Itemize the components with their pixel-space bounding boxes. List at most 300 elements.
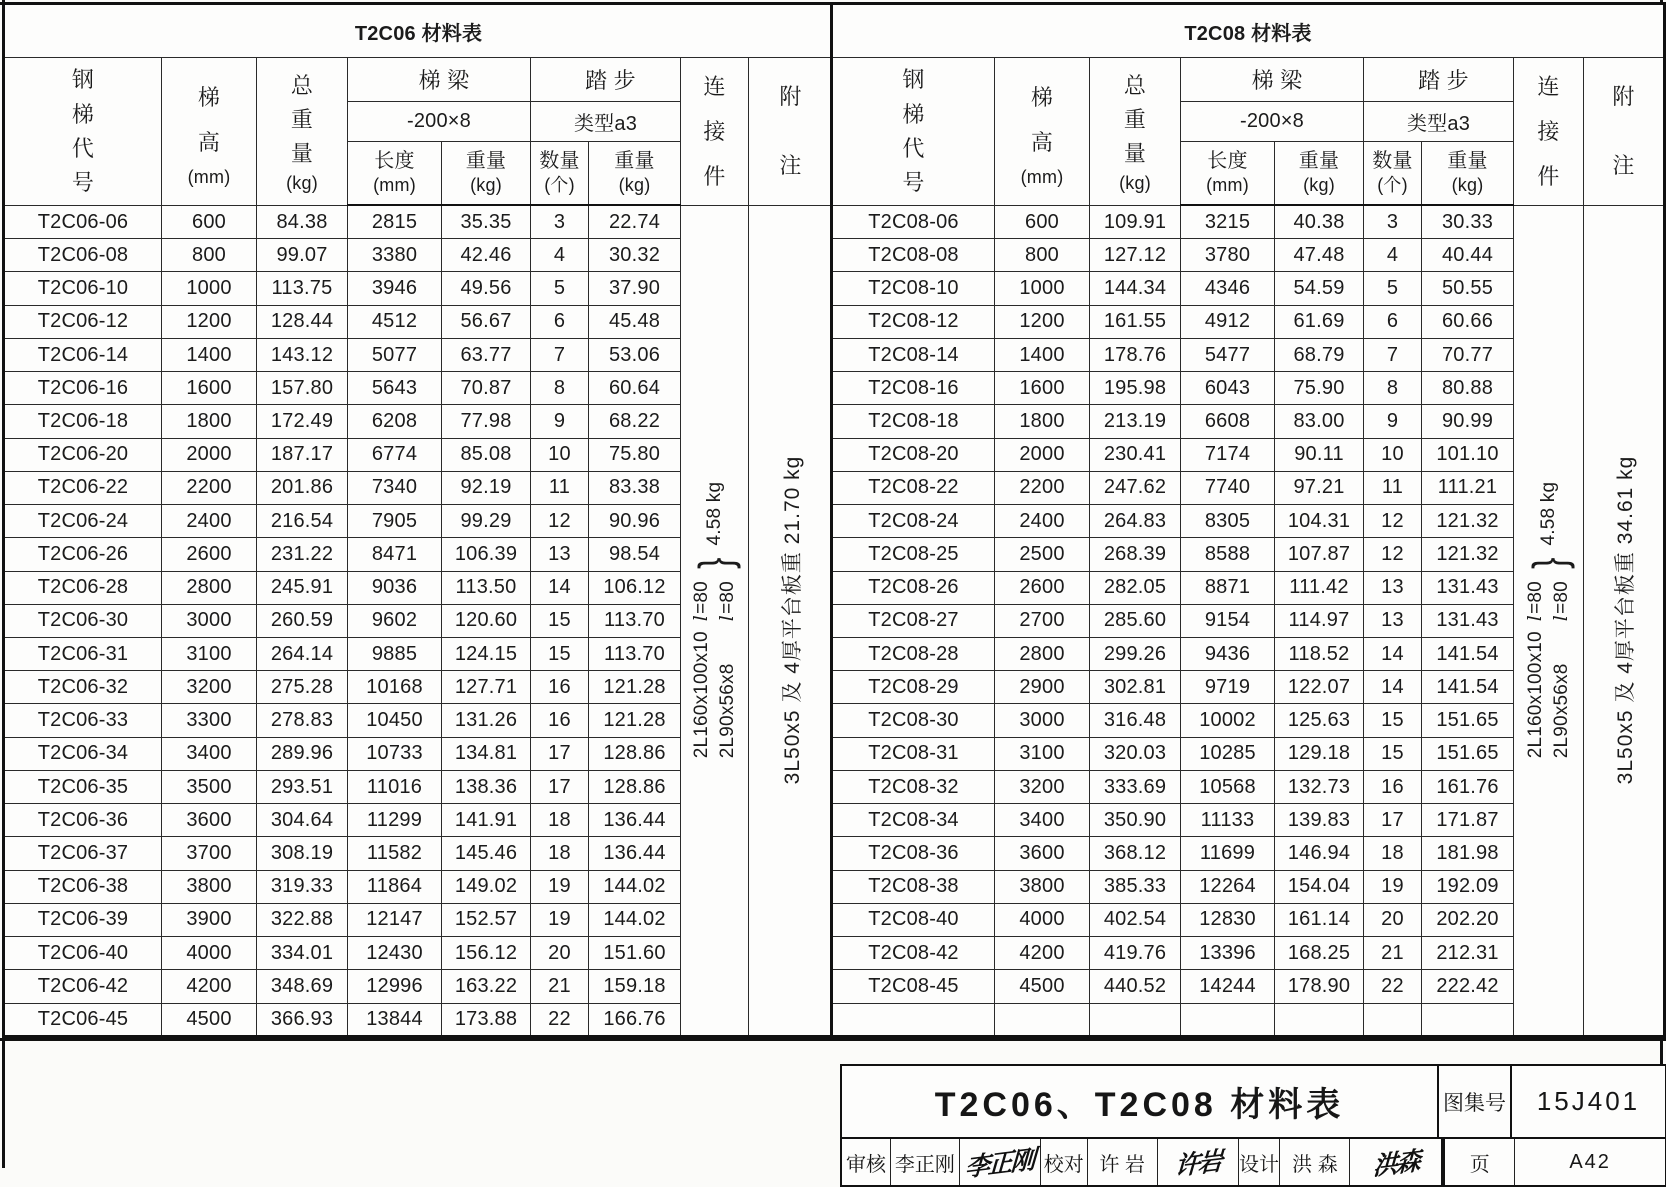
table-cell: 4500 — [995, 970, 1090, 1003]
header-length: 长度 (mm) — [348, 141, 442, 205]
table-cell: 3380 — [348, 239, 442, 272]
table-cell: 173.88 — [442, 1003, 531, 1036]
table-cell: 2815 — [348, 205, 442, 238]
table-cell: 10450 — [348, 704, 442, 737]
table-cell: T2C06-10 — [4, 272, 162, 305]
table-cell: 6043 — [1181, 372, 1275, 405]
table-cell: 77.98 — [442, 405, 531, 438]
frame-rule-bottom-of-tables — [0, 1038, 1666, 1041]
table-cell: 49.56 — [442, 272, 531, 305]
table-cell: 5077 — [348, 338, 442, 371]
table-cell: 151.65 — [1422, 704, 1514, 737]
table-cell: T2C06-38 — [4, 870, 162, 903]
table-cell: 83.00 — [1275, 405, 1364, 438]
material-table-t2c06 — [2, 2, 835, 1038]
table-cell: 3000 — [162, 604, 257, 637]
table-cell: 2200 — [995, 471, 1090, 504]
table-cell: 42.46 — [442, 239, 531, 272]
table-cell: T2C08-27 — [832, 604, 995, 637]
table-cell: 6208 — [348, 405, 442, 438]
header-qty: 数量 (个) — [1364, 141, 1422, 205]
table-cell: 1200 — [162, 305, 257, 338]
table-cell: T2C08-24 — [832, 505, 995, 538]
table-cell: 282.05 — [1090, 571, 1181, 604]
table-cell: 3800 — [995, 870, 1090, 903]
table-cell: 334.01 — [257, 937, 348, 970]
table-cell: T2C06-18 — [4, 405, 162, 438]
table-cell: 12830 — [1181, 903, 1275, 936]
table-cell: 171.87 — [1422, 804, 1514, 837]
table-cell: 85.08 — [442, 438, 531, 471]
table-cell: 124.15 — [442, 638, 531, 671]
table-cell: 3500 — [162, 770, 257, 803]
table-cell: T2C08-38 — [832, 870, 995, 903]
table-cell: 4000 — [162, 937, 257, 970]
note-annotation-cell — [1584, 205, 1665, 1036]
table-cell: 14 — [1364, 638, 1422, 671]
table-cell: 10285 — [1181, 737, 1275, 770]
table-cell: 111.21 — [1422, 471, 1514, 504]
table-cell: 128.44 — [257, 305, 348, 338]
table-body — [832, 205, 1665, 1036]
table-cell: 54.59 — [1275, 272, 1364, 305]
header-code: 钢梯代号 — [832, 58, 995, 206]
table-cell: 15 — [531, 638, 589, 671]
title-block-top-row — [842, 1066, 1665, 1139]
table-cell: 402.54 — [1090, 903, 1181, 936]
table-cell: 161.76 — [1422, 770, 1514, 803]
header-beam-spec: -200×8 — [1181, 101, 1364, 141]
table-cell: 187.17 — [257, 438, 348, 471]
table-cell: T2C06-08 — [4, 239, 162, 272]
table-cell: T2C06-30 — [4, 604, 162, 637]
table-cell: 800 — [162, 239, 257, 272]
table-cell: 121.32 — [1422, 538, 1514, 571]
header-total-weight: 总重量 (kg) — [257, 58, 348, 206]
table-cell: 141.54 — [1422, 671, 1514, 704]
table-cell: 440.52 — [1090, 970, 1181, 1003]
table-cell: 159.18 — [589, 970, 681, 1003]
table-cell: 8471 — [348, 538, 442, 571]
table-title-row — [4, 4, 834, 58]
note-annotation-cell — [749, 205, 834, 1036]
table-cell: 18 — [531, 837, 589, 870]
table-cell: 113.75 — [257, 272, 348, 305]
table-cell: 8588 — [1181, 538, 1275, 571]
table-cell: 178.90 — [1275, 970, 1364, 1003]
table-cell: 22 — [531, 1003, 589, 1036]
table-cell — [832, 1003, 995, 1036]
note-annotation: 3L50x5 及 4厚平台板重 21.70 kg — [780, 456, 804, 785]
table-cell: 366.93 — [257, 1003, 348, 1036]
table-cell: 230.41 — [1090, 438, 1181, 471]
table-cell: 144.34 — [1090, 272, 1181, 305]
table-cell: 106.39 — [442, 538, 531, 571]
table-cell: 161.14 — [1275, 903, 1364, 936]
table-cell: 1000 — [995, 272, 1090, 305]
table-cell: T2C08-10 — [832, 272, 995, 305]
brace-glyph: } — [1522, 557, 1575, 570]
header-total-weight: 总重量 (kg) — [1090, 58, 1181, 206]
table-cell: 4200 — [995, 937, 1090, 970]
header-qty: 数量 (个) — [531, 141, 589, 205]
table-cell: 172.49 — [257, 405, 348, 438]
table-cell: 45.48 — [589, 305, 681, 338]
table-cell: 18 — [1364, 837, 1422, 870]
table-cell: 275.28 — [257, 671, 348, 704]
table-cell: 9436 — [1181, 638, 1275, 671]
table-cell: 8871 — [1181, 571, 1275, 604]
table-cell: 10733 — [348, 737, 442, 770]
table-cell: 17 — [531, 770, 589, 803]
header-connector: 连接件 — [681, 58, 749, 206]
table-cell: 308.19 — [257, 837, 348, 870]
table-cell: 320.03 — [1090, 737, 1181, 770]
table-cell: 178.76 — [1090, 338, 1181, 371]
header-note: 附注 — [1584, 58, 1665, 206]
table-cell: T2C08-26 — [832, 571, 995, 604]
table-cell: 83.38 — [589, 471, 681, 504]
table-cell: 121.28 — [589, 704, 681, 737]
table-cell: 111.42 — [1275, 571, 1364, 604]
table-cell: 2500 — [995, 538, 1090, 571]
table-cell: 68.22 — [589, 405, 681, 438]
table-cell: 195.98 — [1090, 372, 1181, 405]
table-cell — [1364, 1003, 1422, 1036]
table-cell: 7174 — [1181, 438, 1275, 471]
table-cell: 302.81 — [1090, 671, 1181, 704]
table-cell: 10 — [1364, 438, 1422, 471]
table-cell: 114.97 — [1275, 604, 1364, 637]
table-cell: 131.43 — [1422, 604, 1514, 637]
table-cell: 2000 — [162, 438, 257, 471]
table-cell: 15 — [531, 604, 589, 637]
table-cell: T2C08-18 — [832, 405, 995, 438]
table-cell: 3400 — [162, 737, 257, 770]
table-row — [4, 205, 834, 238]
header-beam-spec: -200×8 — [348, 101, 531, 141]
table-cell: 2800 — [995, 638, 1090, 671]
table-cell: 21 — [531, 970, 589, 1003]
table-cell: 61.69 — [1275, 305, 1364, 338]
table-cell: 7340 — [348, 471, 442, 504]
table-cell: 141.54 — [1422, 638, 1514, 671]
check-label: 校对 — [1041, 1139, 1088, 1185]
table-cell: 245.91 — [257, 571, 348, 604]
table-cell: 132.73 — [1275, 770, 1364, 803]
table-cell: 2800 — [162, 571, 257, 604]
header-step-weight: 重量 (kg) — [1422, 141, 1514, 205]
table-cell: T2C06-39 — [4, 903, 162, 936]
table-cell: 6608 — [1181, 405, 1275, 438]
table-cell: 30.32 — [589, 239, 681, 272]
connector-annotation-cell — [1514, 205, 1584, 1036]
table-cell — [1181, 1003, 1275, 1036]
table-cell: 14244 — [1181, 970, 1275, 1003]
table-cell: 322.88 — [257, 903, 348, 936]
table-cell: 13 — [1364, 604, 1422, 637]
table-cell: 11133 — [1181, 804, 1275, 837]
table-cell: 152.57 — [442, 903, 531, 936]
table-cell: 10568 — [1181, 770, 1275, 803]
table-cell: 600 — [995, 205, 1090, 238]
table-cell: 278.83 — [257, 704, 348, 737]
table-cell: 84.38 — [257, 205, 348, 238]
table-cell: T2C06-32 — [4, 671, 162, 704]
table-cell: 129.18 — [1275, 737, 1364, 770]
table-cell: 2900 — [995, 671, 1090, 704]
table-cell: 4912 — [1181, 305, 1275, 338]
table-cell: T2C06-28 — [4, 571, 162, 604]
table-cell: 12996 — [348, 970, 442, 1003]
table-cell: 16 — [531, 671, 589, 704]
table-cell: 5 — [531, 272, 589, 305]
table-cell: 3700 — [162, 837, 257, 870]
table-cell: 222.42 — [1422, 970, 1514, 1003]
table-cell: T2C08-16 — [832, 372, 995, 405]
table-cell: 293.51 — [257, 770, 348, 803]
table-cell: 7905 — [348, 505, 442, 538]
table-cell: 97.21 — [1275, 471, 1364, 504]
table-cell: T2C08-42 — [832, 937, 995, 970]
table-cell: 19 — [531, 903, 589, 936]
table-cell: 600 — [162, 205, 257, 238]
table-cell: 201.86 — [257, 471, 348, 504]
table-cell: 3100 — [162, 638, 257, 671]
table-body — [4, 205, 834, 1036]
table-cell: 260.59 — [257, 604, 348, 637]
table-cell: 3215 — [1181, 205, 1275, 238]
table-cell: T2C08-28 — [832, 638, 995, 671]
table-cell: 5 — [1364, 272, 1422, 305]
table-cell: 11864 — [348, 870, 442, 903]
table-cell: 139.83 — [1275, 804, 1364, 837]
table-cell: 1400 — [995, 338, 1090, 371]
table-cell: 35.35 — [442, 205, 531, 238]
table-cell: 247.62 — [1090, 471, 1181, 504]
table-cell: 56.67 — [442, 305, 531, 338]
review-label: 审核 — [842, 1139, 891, 1185]
table-cell: 157.80 — [257, 372, 348, 405]
table-cell: T2C08-34 — [832, 804, 995, 837]
table-cell: 8 — [531, 372, 589, 405]
title-block-bottom-row — [842, 1139, 1665, 1185]
checker-name: 许 岩 — [1088, 1139, 1158, 1185]
atlas-number-value: 15J401 — [1536, 1086, 1641, 1116]
table-cell: 6774 — [348, 438, 442, 471]
table-cell: 166.76 — [589, 1003, 681, 1036]
table-cell: 163.22 — [442, 970, 531, 1003]
table-cell: 4500 — [162, 1003, 257, 1036]
table-cell: 127.12 — [1090, 239, 1181, 272]
table-cell: 9154 — [1181, 604, 1275, 637]
table-cell: 7 — [531, 338, 589, 371]
table-cell: 4 — [1364, 239, 1422, 272]
table-cell — [1422, 1003, 1514, 1036]
table-cell: 20 — [1364, 903, 1422, 936]
table-cell: 12264 — [1181, 870, 1275, 903]
table-cell: 11699 — [1181, 837, 1275, 870]
table-cell: 143.12 — [257, 338, 348, 371]
table-cell: 80.88 — [1422, 372, 1514, 405]
header-group-step: 踏 步 — [1364, 58, 1514, 101]
table-cell: 90.99 — [1422, 405, 1514, 438]
table-title: T2C08 材料表 — [832, 4, 1665, 58]
table-cell: 113.70 — [589, 604, 681, 637]
table-cell: 268.39 — [1090, 538, 1181, 571]
table-cell: 4 — [531, 239, 589, 272]
table-cell: T2C08-22 — [832, 471, 995, 504]
table-cell: 75.80 — [589, 438, 681, 471]
table-cell: 304.64 — [257, 804, 348, 837]
designer-name: 洪 森 — [1280, 1139, 1350, 1185]
table-cell: 15 — [1364, 704, 1422, 737]
table-cell: 136.44 — [589, 804, 681, 837]
table-cell: T2C08-40 — [832, 903, 995, 936]
table-cell: 13 — [1364, 571, 1422, 604]
table-cell: 10 — [531, 438, 589, 471]
table-cell: 128.86 — [589, 737, 681, 770]
table-cell: 264.14 — [257, 638, 348, 671]
table-cell: 7 — [1364, 338, 1422, 371]
table-cell: 22.74 — [589, 205, 681, 238]
table-cell: 3200 — [995, 770, 1090, 803]
connector-annotation: 2L160x100x10 2L90x56x8 l=80 l=80 } 4.58 kg — [1522, 482, 1575, 759]
table-cell: 90.11 — [1275, 438, 1364, 471]
connector-annotation: 2L160x100x10 2L90x56x8 l=80 l=80 } 4.58 kg — [688, 482, 741, 759]
table-cell: 319.33 — [257, 870, 348, 903]
table-cell: T2C06-26 — [4, 538, 162, 571]
table-cell: 6 — [1364, 305, 1422, 338]
table-cell: 128.86 — [589, 770, 681, 803]
table-cell: 168.25 — [1275, 937, 1364, 970]
table-cell: 299.26 — [1090, 638, 1181, 671]
table-cell: 11299 — [348, 804, 442, 837]
table-cell: 3 — [531, 205, 589, 238]
table-cell: 4000 — [995, 903, 1090, 936]
table-cell: 104.31 — [1275, 505, 1364, 538]
table-cell: T2C08-36 — [832, 837, 995, 870]
table-cell: T2C08-12 — [832, 305, 995, 338]
table-cell: 9885 — [348, 638, 442, 671]
table-cell: 2000 — [995, 438, 1090, 471]
table-cell: T2C08-45 — [832, 970, 995, 1003]
table-cell: 202.20 — [1422, 903, 1514, 936]
table-cell: T2C06-37 — [4, 837, 162, 870]
table-cell: 134.81 — [442, 737, 531, 770]
table-cell: 1800 — [995, 405, 1090, 438]
table-cell: 14 — [1364, 671, 1422, 704]
table-cell: 121.28 — [589, 671, 681, 704]
table-cell: 1200 — [995, 305, 1090, 338]
table-cell: 19 — [1364, 870, 1422, 903]
table-cell: T2C06-24 — [4, 505, 162, 538]
table-cell: T2C08-06 — [832, 205, 995, 238]
table-cell: 4346 — [1181, 272, 1275, 305]
table-cell: 113.50 — [442, 571, 531, 604]
table-cell: 1600 — [995, 372, 1090, 405]
header-group-beam: 梯 梁 — [348, 58, 531, 101]
table-cell: 70.77 — [1422, 338, 1514, 371]
table-cell: T2C06-36 — [4, 804, 162, 837]
table-cell: 17 — [1364, 804, 1422, 837]
table-cell: 9 — [1364, 405, 1422, 438]
table-cell: 144.02 — [589, 903, 681, 936]
table-cell: 37.90 — [589, 272, 681, 305]
header-connector: 连接件 — [1514, 58, 1584, 206]
reviewer-signature: 李正刚 — [960, 1139, 1041, 1185]
table-cell: T2C08-14 — [832, 338, 995, 371]
table-cell: 12 — [1364, 505, 1422, 538]
table-cell: 20 — [531, 937, 589, 970]
table-cell: 16 — [1364, 770, 1422, 803]
table-cell: 3 — [1364, 205, 1422, 238]
table-cell: 4512 — [348, 305, 442, 338]
table-cell: 5643 — [348, 372, 442, 405]
table-cell: 98.54 — [589, 538, 681, 571]
table-cell: 53.06 — [589, 338, 681, 371]
table-cell: 2600 — [162, 538, 257, 571]
table-cell: 121.32 — [1422, 505, 1514, 538]
reviewer-name: 李正刚 — [891, 1139, 960, 1185]
table-cell: 13 — [531, 538, 589, 571]
table-cell: T2C08-20 — [832, 438, 995, 471]
table-cell: 289.96 — [257, 737, 348, 770]
checker-signature: 许岩 — [1158, 1139, 1239, 1185]
table-cell: 99.29 — [442, 505, 531, 538]
table-cell: T2C06-12 — [4, 305, 162, 338]
table-cell: 13844 — [348, 1003, 442, 1036]
table-cell: 348.69 — [257, 970, 348, 1003]
table-cell: 800 — [995, 239, 1090, 272]
table-cell: 285.60 — [1090, 604, 1181, 637]
table-cell: 151.65 — [1422, 737, 1514, 770]
table-cell: 9602 — [348, 604, 442, 637]
table-cell — [1090, 1003, 1181, 1036]
table-cell: 13396 — [1181, 937, 1275, 970]
table-cell: 419.76 — [1090, 937, 1181, 970]
table-cell: 15 — [1364, 737, 1422, 770]
header-height: 梯高 (mm) — [995, 58, 1090, 206]
table-cell: 3900 — [162, 903, 257, 936]
header-length: 长度 (mm) — [1181, 141, 1275, 205]
table-cell: 145.46 — [442, 837, 531, 870]
table-cell: 181.98 — [1422, 837, 1514, 870]
table-cell: T2C08-32 — [832, 770, 995, 803]
table-cell: 7740 — [1181, 471, 1275, 504]
table-cell: 1400 — [162, 338, 257, 371]
table-cell: 60.64 — [589, 372, 681, 405]
table-cell: T2C06-35 — [4, 770, 162, 803]
table-cell: 107.87 — [1275, 538, 1364, 571]
table-cell: 149.02 — [442, 870, 531, 903]
header-beam-weight: 重量 (kg) — [442, 141, 531, 205]
table-cell: 368.12 — [1090, 837, 1181, 870]
table-cell: 3200 — [162, 671, 257, 704]
table-cell: 161.55 — [1090, 305, 1181, 338]
table-cell: 10002 — [1181, 704, 1275, 737]
page-number: A42 — [1569, 1150, 1611, 1173]
table-cell: T2C06-40 — [4, 937, 162, 970]
table-cell — [1275, 1003, 1364, 1036]
table-cell: T2C06-33 — [4, 704, 162, 737]
table-cell: 216.54 — [257, 505, 348, 538]
header-step-weight: 重量 (kg) — [589, 141, 681, 205]
table-cell: 8305 — [1181, 505, 1275, 538]
table-cell: 231.22 — [257, 538, 348, 571]
table-cell: T2C06-20 — [4, 438, 162, 471]
table-cell: T2C06-42 — [4, 970, 162, 1003]
